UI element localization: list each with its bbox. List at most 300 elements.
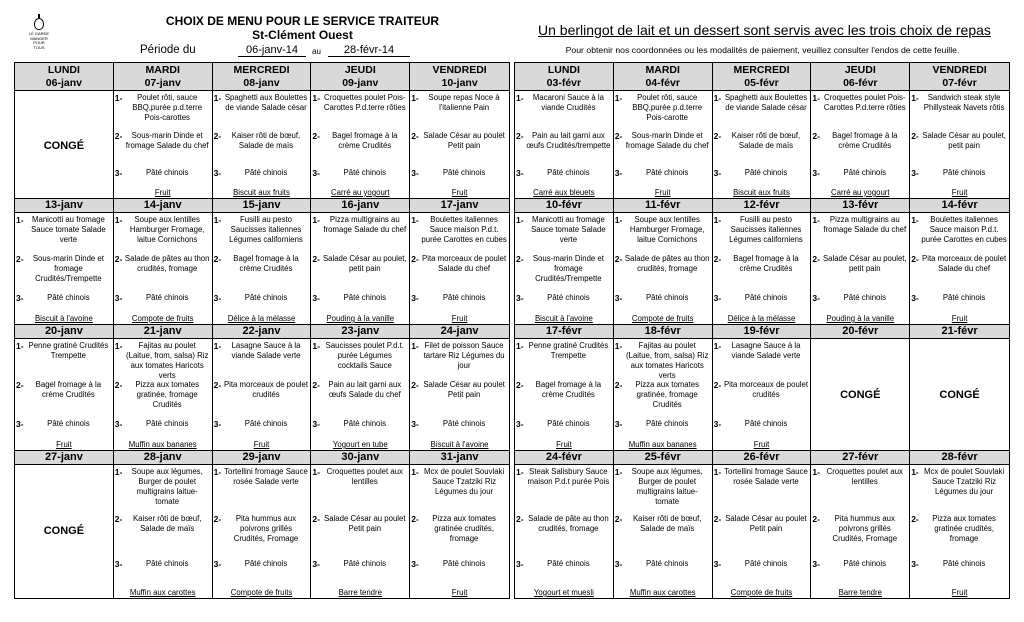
dessert-text: Compote de fruits (730, 588, 793, 597)
menu-choice-2 (713, 514, 811, 534)
choice-number: 2- (713, 514, 722, 524)
choice-number: 1- (114, 93, 123, 103)
choice-text: Pâté chinois (645, 419, 689, 428)
dessert-text: Fruit (753, 440, 770, 449)
choice-text: Croquettes poulet Pois-Carottes P.d.terre rôties (323, 93, 406, 112)
choice-number: 3- (114, 168, 123, 178)
menu-choice-3 (410, 293, 509, 303)
choice-text: Pita hummus aux poivrons grillés Crudités, Fromage (832, 514, 898, 543)
choice-text: Saucisses poulet P.d.t. purée Légumes cocktails Sauce (325, 341, 404, 370)
choice-number: 1- (812, 467, 820, 477)
choice-text: Sandwich steak style Phillysteak Navets rôtis (923, 93, 1005, 112)
choice-text: Lasagne Sauce à la viande Salade verte (231, 341, 301, 360)
dessert-text: Fruit (154, 188, 171, 197)
date-row-cell: 29-janv (213, 451, 312, 465)
choice-number: 1- (713, 215, 722, 225)
dessert-text: Muffin aux bananes (628, 440, 697, 449)
choice-number: 1- (713, 93, 722, 103)
dessert (114, 314, 212, 324)
choice-number: 2- (713, 131, 722, 141)
day-date: 08-janv (243, 77, 280, 89)
dessert (713, 588, 811, 598)
choice-text: Tortellini fromage Sauce rosée Salade verte (724, 467, 808, 486)
choice-text: Pita hummus aux poivrons grillés Crudités, Fromage (233, 514, 299, 543)
choice-text: Kaiser rôti de bœuf, Salade de maïs (632, 514, 702, 533)
choice-text: Mcx de poulet Souvlaki Sauce Tzatziki Riz Légumes du jour (924, 467, 1005, 496)
menu-day-cell (15, 213, 114, 325)
choice-text: Pâté chinois (145, 419, 189, 428)
menu-choice-2 (713, 254, 811, 274)
choice-text: Boulettes italiennes Sauce maison P.d.t. purée Carottes en cubes (921, 215, 1007, 244)
dessert-text: Fruit (451, 588, 468, 597)
choice-number: 2- (213, 514, 222, 524)
choice-number: 2- (114, 254, 123, 264)
choice-text: Bagel fromage à la crème Crudités (35, 380, 102, 399)
menu-choice-1 (15, 341, 113, 361)
choice-text: Salade César au poulet Petit pain (324, 514, 406, 533)
menu-choice-1 (410, 467, 509, 497)
choice-number: 3- (812, 168, 820, 178)
choice-text: Fajitas au poulet (Laitue, from, salsa) Riz aux tomates Haricots verts (626, 341, 709, 380)
choice-text: Salade César au poulet Petit pain (423, 131, 505, 150)
menu-day-cell (213, 213, 312, 325)
date-row-cell: 17-févr (515, 325, 614, 339)
day-header (811, 63, 910, 91)
choice-number: 2- (312, 380, 320, 390)
menu-choice-2 (410, 380, 509, 400)
menu-choice-1 (114, 467, 212, 507)
dessert-text: Fruit (951, 314, 968, 323)
menu-choice-2 (811, 514, 909, 544)
date-row-cell: 27-janv (15, 451, 114, 465)
date-row-cell: 15-janv (213, 199, 312, 213)
choice-text: Pâté chinois (145, 559, 189, 568)
choice-number: 1- (16, 215, 24, 225)
choice-text: Pâté chinois (145, 168, 189, 177)
menu-choice-2 (410, 254, 509, 274)
dessert (213, 188, 311, 198)
menu-choice-1 (713, 93, 811, 113)
dessert (614, 188, 712, 198)
menu-choice-2 (114, 514, 212, 534)
dessert-text: Pouding à la vanille (826, 314, 895, 323)
choice-text: Manicotti au fromage Sauce tomate Salade verte (531, 215, 606, 244)
choice-text: Pâté chinois (244, 559, 288, 568)
choice-number: 2- (614, 254, 623, 264)
dessert-text: Biscuit à l'avoine (34, 314, 93, 323)
menu-choice-2 (515, 254, 613, 284)
choice-text: Mcx de poulet Souvlaki Sauce Tzatziki Riz Légumes du jour (424, 467, 505, 496)
menu-choice-2 (311, 380, 409, 400)
menu-choice-2 (515, 514, 613, 534)
day-date: 05-févr (744, 77, 779, 89)
milk-dessert-notice: Un berlingot de lait et un dessert sont servis avec les trois choix de repas (538, 22, 991, 38)
menu-choice-3 (114, 419, 212, 429)
menu-choice-3 (15, 419, 113, 429)
dessert (114, 588, 212, 598)
choice-number: 2- (213, 380, 222, 390)
menu-choice-3 (614, 419, 712, 429)
choice-number: 2- (312, 131, 320, 141)
menu-choice-2 (910, 254, 1009, 274)
menu-day-cell (213, 339, 312, 451)
choice-number: 1- (213, 341, 222, 351)
menu-choice-2 (114, 254, 212, 274)
choice-text: Salade de pâtes au thon crudités, fromage (124, 254, 210, 273)
dessert (114, 188, 212, 198)
menu-choice-1 (910, 467, 1009, 497)
choice-text: Poulet rôti, sauce BBQ,purée p.d.terre Pois-carotte (632, 93, 703, 122)
choice-number: 1- (411, 341, 419, 351)
menu-choice-3 (311, 293, 409, 303)
menu-day-cell (713, 213, 812, 325)
choice-text: Lasagne Sauce à la viande Salade verte (731, 341, 801, 360)
choice-number: 1- (516, 467, 524, 477)
contact-note: Pour obtenir nos coordonnées ou les modalités de paiement, veuillez consulter l'endos de cette feuille. (565, 45, 960, 55)
choice-text: Steak Salisbury Sauce maison P.d.t purée Pois (527, 467, 610, 486)
date-row-cell: 17-janv (410, 199, 509, 213)
choice-text: Pain au lait garni aux œufs Crudités/trempette (526, 131, 611, 150)
dessert-text: Délice à la mélasse (727, 314, 796, 323)
date-row-cell: 21-févr (910, 325, 1009, 339)
menu-choice-1 (614, 93, 712, 123)
menu-choice-1 (114, 93, 212, 123)
day-date: 03-févr (546, 77, 582, 89)
menu-choice-1 (713, 341, 811, 361)
menu-choice-2 (311, 254, 409, 274)
choice-number: 2- (713, 254, 722, 264)
dessert-text: Biscuit à l'avoine (534, 314, 593, 323)
choice-text: Salade César au poulet, petit pain (322, 254, 407, 273)
menu-choice-1 (311, 341, 409, 371)
dessert (213, 440, 311, 450)
choice-text: Salade de pâtes au thon crudités, fromage (624, 254, 710, 273)
dessert-text: Biscuit aux fruits (733, 188, 790, 197)
menu-choice-2 (114, 380, 212, 410)
date-row-cell: 31-janv (410, 451, 509, 465)
dessert (614, 314, 712, 324)
choice-text: Pita morceaux de poulet Salade du chef (922, 254, 1007, 273)
menu-day-cell (114, 91, 213, 199)
menu-day-cell (515, 465, 614, 598)
choice-text: Pizza aux tomates gratinée, fromage Crudités (635, 380, 700, 409)
dessert (213, 314, 311, 324)
choice-number: 3- (312, 293, 320, 303)
date-row-cell: 13-janv (15, 199, 114, 213)
choice-number: 2- (516, 380, 524, 390)
day-header (311, 63, 410, 91)
conge-label: CONGÉ (840, 389, 881, 401)
choice-text: Spaghetti aux Boulettes de viande Salade césar (724, 93, 808, 112)
date-row-cell: 30-janv (311, 451, 410, 465)
periode-label: Période du (140, 44, 196, 56)
date-row-cell: 25-févr (614, 451, 713, 465)
menu-choice-3 (713, 293, 811, 303)
menu-choice-1 (311, 215, 409, 235)
menu-day-cell (614, 213, 713, 325)
date-row-cell: 12-févr (713, 199, 812, 213)
choice-text: Pizza multigrains au fromage Salade du chef (823, 215, 907, 234)
dessert (515, 188, 613, 198)
menu-choice-2 (213, 514, 311, 544)
menu-choice-1 (515, 215, 613, 245)
logo (26, 18, 52, 62)
page-title: CHOIX DE MENU POUR LE SERVICE TRAITEUR (165, 14, 440, 28)
day-header (614, 63, 713, 91)
day-header (213, 63, 312, 91)
choice-number: 1- (114, 341, 123, 351)
choice-number: 1- (911, 467, 919, 477)
day-date: 06-janv (45, 77, 82, 89)
menu-choice-3 (515, 168, 613, 178)
choice-text: Fajitas au poulet (Laitue, from, salsa) Riz aux tomates Haricots verts (126, 341, 209, 380)
choice-text: Spaghetti aux Boulettes de viande Salade césar (224, 93, 308, 112)
date-row-cell: 16-janv (311, 199, 410, 213)
choice-number: 1- (614, 341, 623, 351)
choice-text: Croquettes poulet Pois-Carottes P.d.terre rôties (823, 93, 906, 112)
conge-label: CONGÉ (939, 389, 980, 401)
menu-choice-2 (213, 254, 311, 274)
day-name: MARDI (645, 64, 680, 76)
choice-text: Soupe aux lentilles Hamburger Fromage, laitue Cornichons (129, 215, 205, 244)
menu-day-cell (114, 339, 213, 451)
menu-day-cell (811, 213, 910, 325)
choice-text: Pâté chinois (442, 559, 486, 568)
choice-number: 2- (911, 514, 919, 524)
dessert-text: Yogourt en tube (332, 440, 388, 449)
day-name: LUNDI (47, 64, 80, 76)
choice-text: Pâté chinois (645, 559, 689, 568)
choice-text: Soupe aux légumes, Burger de poulet multigrains laitue-tomate (631, 467, 703, 506)
choice-number: 1- (213, 467, 222, 477)
choice-number: 3- (812, 293, 820, 303)
date-row-cell: 28-févr (910, 451, 1009, 465)
au-label: au (312, 47, 321, 56)
choice-number: 3- (312, 168, 320, 178)
menu-day-cell (410, 91, 509, 199)
menu-day-cell (311, 213, 410, 325)
date-row-cell: 11-févr (614, 199, 713, 213)
date-end: 28-févr-14 (328, 44, 410, 57)
dessert (114, 440, 212, 450)
choice-text: Pâté chinois (843, 293, 887, 302)
choice-number: 3- (614, 419, 623, 429)
choice-text: Pâté chinois (942, 168, 986, 177)
dessert-text: Fruit (951, 188, 968, 197)
dessert (515, 314, 613, 324)
menu-choice-2 (614, 380, 712, 410)
menu-choice-3 (515, 293, 613, 303)
choice-number: 3- (213, 293, 222, 303)
day-date: 06-févr (843, 77, 878, 89)
dessert (410, 314, 509, 324)
menu-choice-3 (910, 168, 1009, 178)
choice-text: Kaiser rôti de bœuf, Salade de maïs (132, 514, 202, 533)
dessert (410, 440, 509, 450)
menu-choice-3 (410, 559, 509, 569)
menu-choice-2 (811, 254, 909, 274)
choice-number: 1- (713, 341, 722, 351)
choice-number: 3- (114, 293, 123, 303)
dessert (410, 588, 509, 598)
choice-number: 2- (812, 254, 820, 264)
dessert (910, 314, 1009, 324)
dessert-text: Biscuit à l'avoine (430, 440, 489, 449)
choice-number: 1- (312, 215, 320, 225)
dessert-text: Yogourt et muesli (533, 588, 594, 597)
conge-label: CONGÉ (43, 525, 85, 537)
menu-choice-3 (811, 168, 909, 178)
menu-choice-3 (213, 559, 311, 569)
choice-number: 3- (516, 559, 524, 569)
choice-number: 2- (411, 131, 419, 141)
choice-text: Penne gratiné Crudités Trempette (28, 341, 109, 360)
choice-text: Salade César au poulet, petit pain (822, 254, 907, 273)
choice-number: 3- (713, 419, 722, 429)
menu-day-cell (410, 339, 509, 451)
day-name: JEUDI (844, 64, 876, 76)
choice-text: Pita morceaux de poulet crudités (223, 380, 309, 399)
menu-choice-3 (114, 559, 212, 569)
choice-text: Tortellini fromage Sauce rosée Salade verte (224, 467, 308, 486)
choice-text: Pizza aux tomates gratinée crudités, fromage (932, 514, 996, 543)
choice-text: Sous-marin Dinde et fromage Salade du chef (625, 131, 709, 150)
choice-text: Pâté chinois (244, 419, 288, 428)
choice-number: 2- (16, 380, 24, 390)
choice-number: 1- (812, 93, 820, 103)
choice-number: 3- (516, 419, 524, 429)
choice-text: Soupe repas Noce à l'italienne Pain (428, 93, 500, 112)
day-name: MERCREDI (233, 64, 290, 76)
date-row-cell: 14-janv (114, 199, 213, 213)
menu-choice-3 (15, 293, 113, 303)
dessert (311, 188, 409, 198)
menu-day-cell (713, 339, 812, 451)
date-row-cell: 28-janv (114, 451, 213, 465)
choice-text: Pâté chinois (442, 168, 486, 177)
choice-number: 2- (812, 514, 820, 524)
day-header (713, 63, 812, 91)
choice-number: 2- (614, 514, 623, 524)
menu-choice-1 (614, 341, 712, 381)
day-name: MARDI (145, 64, 180, 76)
dessert-text: Fruit (451, 314, 468, 323)
choice-number: 3- (614, 168, 623, 178)
menu-choice-1 (713, 467, 811, 487)
choice-text: Penne gratiné Crudités Trempette (528, 341, 609, 360)
dessert-text: Fruit (451, 188, 468, 197)
choice-number: 2- (114, 380, 123, 390)
day-name: JEUDI (344, 64, 376, 76)
dessert-text: Muffin aux carottes (629, 588, 696, 597)
menu-choice-3 (311, 419, 409, 429)
choice-number: 3- (114, 419, 123, 429)
day-header (410, 63, 509, 91)
choice-text: Croquettes poulet aux lentilles (826, 467, 903, 486)
menu-day-cell (910, 339, 1009, 451)
page-subtitle: St-Clément Ouest (252, 28, 353, 42)
menu-choice-1 (114, 215, 212, 245)
day-date: 10-janv (441, 77, 478, 89)
menu-choice-2 (114, 131, 212, 151)
menu-choice-3 (811, 293, 909, 303)
dessert-text: Barre tendre (338, 588, 382, 597)
choice-number: 2- (213, 131, 222, 141)
choice-number: 3- (312, 419, 320, 429)
menu-choice-3 (614, 559, 712, 569)
choice-number: 2- (713, 380, 722, 390)
choice-text: Pâté chinois (744, 419, 788, 428)
menu-choice-3 (311, 559, 409, 569)
dessert (311, 588, 409, 598)
choice-number: 1- (213, 93, 222, 103)
choice-number: 3- (213, 419, 222, 429)
choice-text: Soupe aux légumes, Burger de poulet multigrains laitue-tomate (131, 467, 203, 506)
date-row-cell: 20-févr (811, 325, 910, 339)
date-start: 06-janv-14 (238, 44, 306, 57)
choice-number: 3- (812, 559, 820, 569)
dessert-text: Carré au yogourt (331, 188, 390, 197)
dessert (15, 314, 113, 324)
date-row-cell: 22-janv (213, 325, 312, 339)
choice-number: 2- (614, 131, 623, 141)
menu-choice-2 (213, 131, 311, 151)
choice-text: Pâté chinois (942, 293, 986, 302)
choice-text: Kaiser rôti de bœuf, Salade de maïs (731, 131, 801, 150)
menu-choice-1 (910, 93, 1009, 113)
choice-text: Pita morceaux de poulet crudités (723, 380, 809, 399)
menu-choice-3 (114, 168, 212, 178)
dessert (515, 440, 613, 450)
choice-text: Pâté chinois (547, 559, 590, 568)
menu-choice-3 (515, 559, 613, 569)
menu-choice-3 (410, 419, 509, 429)
choice-text: Pâté chinois (744, 293, 788, 302)
choice-text: Pâté chinois (343, 559, 387, 568)
menu-day-cell (15, 465, 114, 598)
choice-number: 1- (812, 215, 820, 225)
choice-text: Pizza multigrains au fromage Salade du chef (323, 215, 407, 234)
choice-text: Sous-marin Dinde et fromage Salade du chef (125, 131, 209, 150)
choice-text: Pâté chinois (547, 293, 590, 302)
dessert-text: Fruit (951, 588, 968, 597)
choice-number: 2- (614, 380, 623, 390)
choice-number: 2- (411, 254, 419, 264)
choice-text: Bagel fromage à la crème Crudités (233, 254, 299, 273)
choice-number: 3- (411, 293, 419, 303)
menu-day-cell (614, 91, 713, 199)
dessert-text: Muffin aux carottes (129, 588, 196, 597)
menu-day-cell (15, 339, 114, 451)
menu-choice-2 (515, 380, 613, 400)
menu-day-cell (515, 91, 614, 199)
choice-text: Bagel fromage à la crème Crudités (535, 380, 602, 399)
day-date: 07-janv (144, 77, 181, 89)
choice-number: 2- (213, 254, 222, 264)
dessert-text: Fruit (556, 440, 572, 449)
menu-choice-3 (213, 293, 311, 303)
choice-number: 1- (411, 467, 419, 477)
choice-text: Salade de pâte au thon crudités, fromage (528, 514, 609, 533)
choice-text: Pâté chinois (547, 168, 590, 177)
conge-label: CONGÉ (43, 140, 85, 152)
choice-number: 3- (713, 168, 722, 178)
menu-choice-2 (15, 254, 113, 284)
choice-number: 3- (911, 559, 919, 569)
day-date: 09-janv (342, 77, 379, 89)
menu-choice-1 (213, 467, 311, 487)
day-name: VENDREDI (932, 64, 987, 76)
